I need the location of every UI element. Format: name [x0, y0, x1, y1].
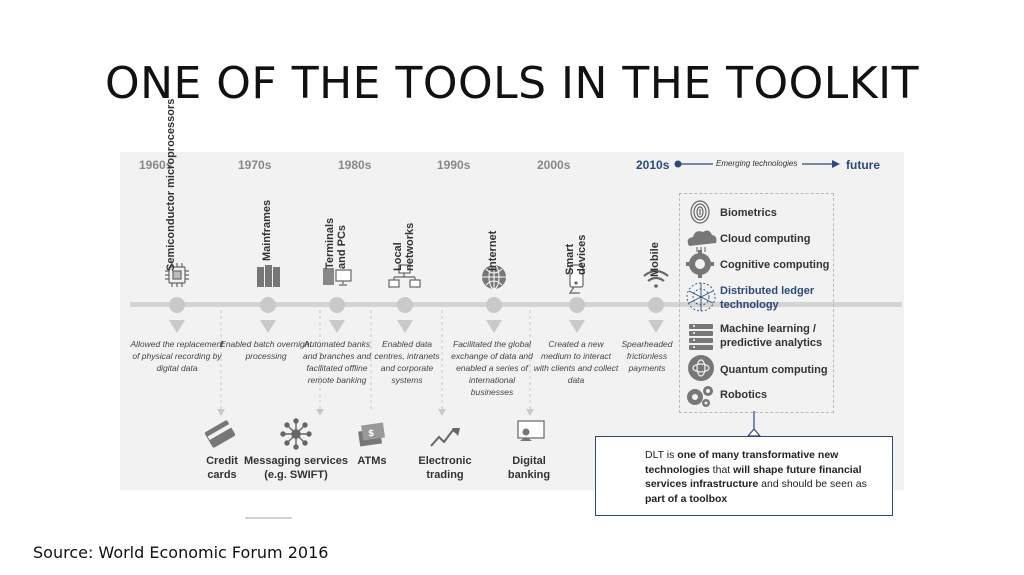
tech-label-cloud: Cloud computing — [720, 233, 811, 245]
separator-arrowheads — [217, 409, 534, 416]
milestone-dot — [260, 297, 276, 313]
tech-label-dlt: Distributed ledger technology — [720, 285, 815, 311]
milestone-label-semiconductor: Semiconductor microprocessors — [165, 98, 177, 271]
dlt-text-bold: one of many transformative new technologies — [645, 449, 839, 476]
atm-icon — [358, 423, 385, 447]
tech-label-biometrics: Biometrics — [720, 207, 777, 219]
milestone-dot — [486, 297, 502, 313]
milestone-desc-local-networks: Enabled data centres, intranets and corporate systems — [374, 339, 440, 385]
milestone-dot — [569, 297, 585, 313]
callout-pointer — [748, 429, 760, 436]
milestone-desc-mobile: Spearheaded frictionless payments — [621, 339, 673, 373]
milestone-label-smart-devices: Smart devices — [564, 234, 588, 275]
network-hub-icon — [281, 419, 311, 449]
milestone-label-mainframes: Mainframes — [261, 199, 273, 261]
milestone-label-mobile: Mobile — [649, 242, 661, 277]
milestone-desc-terminals: Automated banks and branches and facilitated offline remote banking — [302, 339, 372, 385]
trend-chart-icon — [431, 428, 460, 446]
app-label-atms: ATMs — [357, 455, 387, 467]
milestone-label-internet: Internet — [487, 230, 499, 271]
app-label-credit-cards: Credit cards — [206, 455, 238, 481]
decade-2000s: 2000s — [537, 158, 571, 172]
server-icon — [257, 265, 280, 287]
tech-label-quantum: Quantum computing — [720, 364, 828, 376]
tech-label-robotics: Robotics — [720, 389, 768, 401]
milestone-triangle — [169, 320, 185, 333]
app-label-digital-banking: Digital banking — [507, 455, 551, 481]
tech-label-cognitive: Cognitive computing — [720, 259, 830, 271]
decade-1990s: 1990s — [437, 158, 471, 172]
milestone-desc-internet: Facilitated the global exchange of data and enabled a series of international businesses — [451, 339, 533, 397]
milestone-triangle — [569, 320, 585, 333]
dlt-text-bold: part of a toolbox — [645, 492, 728, 505]
source-caption: Source: World Economic Forum 2016 — [33, 543, 329, 562]
app-label-messaging: Messaging services (e.g. SWIFT) — [244, 455, 348, 481]
decade-1980s: 1980s — [338, 158, 372, 172]
future-label: future — [846, 158, 880, 172]
svg-text:$: $ — [368, 429, 375, 439]
dlt-callout-text — [645, 448, 883, 506]
dlt-text-bold: will shape future financial services infrastructure — [645, 463, 862, 490]
digital-banking-icon — [518, 421, 544, 441]
decade-1960s: 1960s — [139, 158, 173, 172]
milestone-triangle — [486, 320, 502, 333]
emerging-technologies-label: Emerging technologies — [716, 159, 798, 168]
app-label-electronic-trading: Electronic trading — [418, 455, 472, 481]
dlt-text-part: that — [709, 463, 734, 476]
milestone-triangle — [329, 320, 345, 333]
computer-icon — [323, 268, 351, 285]
milestone-triangle — [260, 320, 276, 333]
milestone-dot — [397, 297, 413, 313]
dlt-text-part: and should be seen as — [758, 478, 867, 490]
tech-label-machine-learning: Machine learning / predictive analytics — [720, 323, 823, 349]
credit-card-icon — [204, 420, 236, 449]
page-title: ONE OF THE TOOLS IN THE TOOLKIT — [104, 58, 920, 109]
decade-1970s: 1970s — [238, 158, 272, 172]
milestone-triangle — [648, 320, 664, 333]
milestone-desc-smart-devices: Created a new medium to interact with clients and collect data — [533, 339, 619, 385]
milestone-label-local-networks: Local networks — [392, 222, 416, 271]
milestone-label-terminals: Terminals and PCs — [324, 217, 348, 269]
milestone-desc-semiconductor: Allowed the replacement of physical recording by digital data — [130, 339, 224, 373]
milestone-desc-mainframes: Enabled batch overnight processing — [220, 339, 312, 361]
milestone-dot — [169, 297, 185, 313]
milestone-dot — [329, 297, 345, 313]
decade-2010s: 2010s — [636, 158, 670, 172]
milestone-dot — [648, 297, 664, 313]
milestone-triangle — [397, 320, 413, 333]
emerging-arrowhead — [832, 160, 840, 168]
dlt-text-part: DLT is — [645, 449, 678, 461]
